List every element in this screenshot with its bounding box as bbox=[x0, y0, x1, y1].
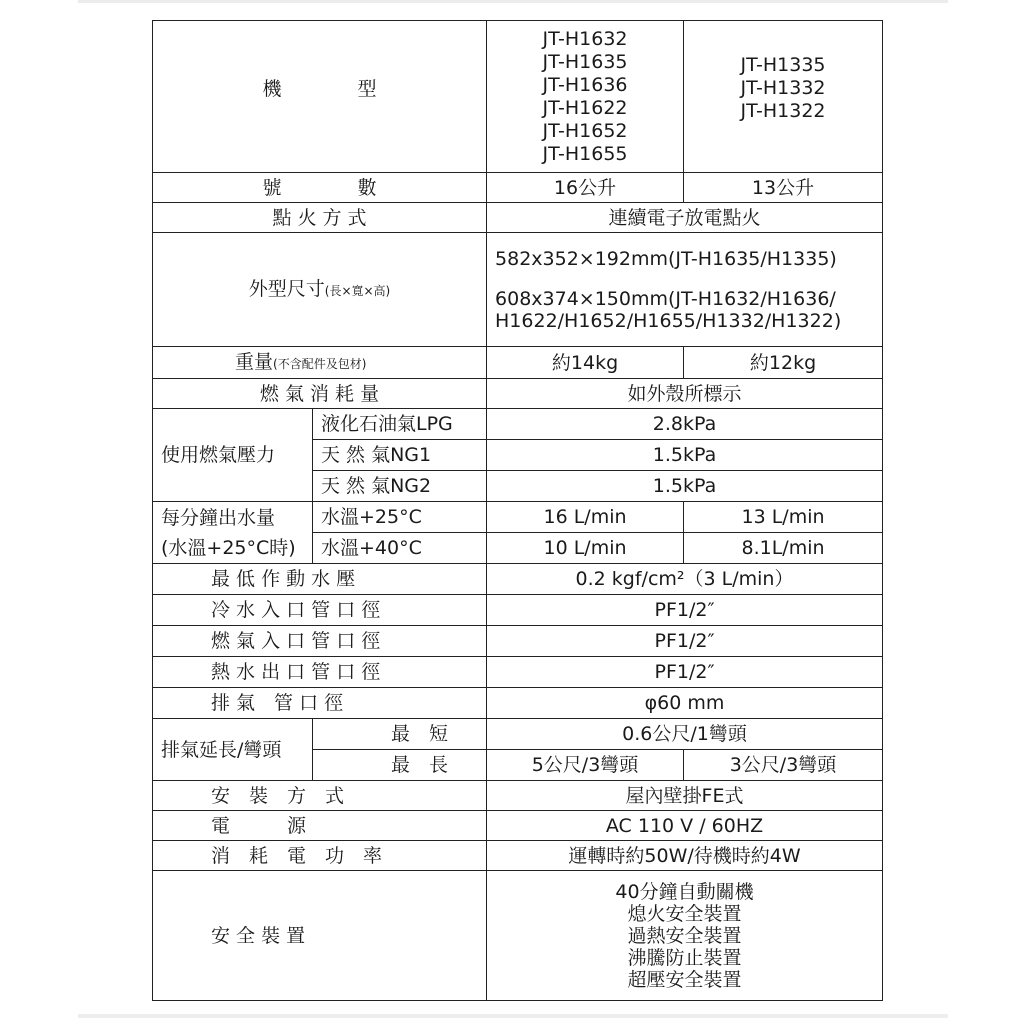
capacity-b: 13公升 bbox=[684, 173, 883, 203]
gas-pressure-lpg: 2.8kPa bbox=[487, 409, 883, 440]
dimensions-line-1: 582x352×192mm(JT-H1635/H1335) bbox=[495, 247, 837, 270]
gas-type-lpg: 液化石油氣LPG bbox=[313, 409, 487, 440]
gas-inlet-value: PF1/2″ bbox=[487, 626, 883, 657]
min-pressure-row bbox=[153, 564, 883, 595]
hot-outlet-row bbox=[153, 657, 883, 688]
ignition-row bbox=[153, 203, 883, 233]
safety-row bbox=[153, 871, 883, 1001]
installation-value: 屋內壁掛FE式 bbox=[487, 781, 883, 811]
weight-row bbox=[153, 347, 883, 379]
water-output-40-b: 8.1L/min bbox=[684, 533, 883, 564]
safety-item-5: 超壓安全裝置 bbox=[627, 968, 742, 991]
top-divider bbox=[78, 0, 948, 3]
hot-outlet-value: PF1/2″ bbox=[487, 657, 883, 688]
safety-item-1: 40分鐘自動關機 bbox=[615, 880, 754, 903]
power-consumption-label: 消 耗 電 功 率 bbox=[153, 841, 487, 871]
model-label: 機 型 bbox=[153, 21, 487, 173]
dimensions-note: (長×寬×高) bbox=[324, 283, 391, 298]
exhaust-ext-label: 排氣延長/彎頭 bbox=[153, 719, 313, 781]
weight-a: 約14kg bbox=[487, 347, 684, 379]
dimensions-row bbox=[153, 233, 883, 347]
cold-inlet-label: 冷 水 入 口 管 口 徑 bbox=[153, 595, 487, 626]
model-b-3: JT-H1322 bbox=[740, 100, 826, 122]
weight-label: 重量(不含配件及包材) bbox=[153, 347, 487, 379]
group-a-models bbox=[487, 21, 684, 173]
cold-inlet-value: PF1/2″ bbox=[487, 595, 883, 626]
power-source-label: 電 源 bbox=[153, 811, 487, 841]
power-source-row bbox=[153, 811, 883, 841]
hot-outlet-label: 熱 水 出 口 管 口 徑 bbox=[153, 657, 487, 688]
model-row bbox=[153, 21, 883, 173]
gas-consumption-value: 如外殼所標示 bbox=[487, 379, 883, 409]
water-cond-25: 水溫+25°C bbox=[313, 502, 487, 533]
exhaust-diameter-value: φ60 mm bbox=[487, 688, 883, 719]
model-a-6: JT-H1655 bbox=[542, 142, 628, 165]
safety-items bbox=[487, 871, 883, 1001]
min-pressure-label: 最 低 作 動 水 壓 bbox=[153, 564, 487, 595]
gas-consumption-label: 燃 氣 消 耗 量 bbox=[153, 379, 487, 409]
model-a-4: JT-H1622 bbox=[542, 96, 628, 119]
power-consumption-row bbox=[153, 841, 883, 871]
weight-b: 約12kg bbox=[684, 347, 883, 379]
gas-type-ng2: 天 然 氣NG2 bbox=[313, 471, 487, 502]
gas-inlet-label: 燃 氣 入 口 管 口 徑 bbox=[153, 626, 487, 657]
model-b-1: JT-H1335 bbox=[740, 54, 826, 76]
model-a-3: JT-H1636 bbox=[542, 73, 628, 96]
dimensions-line-2: 608x374×150mm(JT-H1632/H1636/ bbox=[495, 287, 836, 310]
exhaust-shortest-label: 最 短 bbox=[313, 719, 487, 750]
min-pressure-value: 0.2 kgf/cm²（3 L/min） bbox=[487, 564, 883, 595]
water-cond-40: 水溫+40°C bbox=[313, 533, 487, 564]
installation-label: 安 裝 方 式 bbox=[153, 781, 487, 811]
dimensions-line-3: H1622/H1652/H1655/H1332/H1322) bbox=[495, 309, 842, 332]
exhaust-longest-a: 5公尺/3彎頭 bbox=[487, 750, 684, 781]
model-b-2: JT-H1332 bbox=[740, 77, 826, 99]
ignition-value: 連續電子放電點火 bbox=[487, 203, 883, 233]
model-a-1: JT-H1632 bbox=[542, 27, 628, 50]
dimensions-label: 外型尺寸(長×寬×高) bbox=[153, 233, 487, 347]
group-b-models bbox=[684, 21, 883, 173]
exhaust-diameter-row bbox=[153, 688, 883, 719]
capacity-row bbox=[153, 173, 883, 203]
gas-pressure-label: 使用燃氣壓力 bbox=[153, 409, 313, 502]
model-a-5: JT-H1652 bbox=[542, 119, 628, 142]
gas-consumption-row bbox=[153, 379, 883, 409]
water-output-40-a: 10 L/min bbox=[487, 533, 684, 564]
capacity-label: 號 數 bbox=[153, 173, 487, 203]
spec-table bbox=[152, 20, 883, 1001]
capacity-a: 16公升 bbox=[487, 173, 684, 203]
bottom-divider bbox=[78, 1014, 948, 1018]
safety-label: 安 全 裝 置 bbox=[153, 871, 487, 1001]
safety-item-2: 熄火安全裝置 bbox=[627, 902, 742, 925]
exhaust-shortest-value: 0.6公尺/1彎頭 bbox=[487, 719, 883, 750]
model-a-2: JT-H1635 bbox=[542, 50, 628, 73]
exhaust-longest-b: 3公尺/3彎頭 bbox=[684, 750, 883, 781]
power-consumption-value: 運轉時約50W/待機時約4W bbox=[487, 841, 883, 871]
cold-inlet-row bbox=[153, 595, 883, 626]
weight-note: (不含配件及包材) bbox=[273, 356, 367, 371]
safety-item-3: 過熱安全裝置 bbox=[627, 924, 742, 947]
ignition-label: 點 火 方 式 bbox=[153, 203, 487, 233]
installation-row bbox=[153, 781, 883, 811]
gas-pressure-ng1: 1.5kPa bbox=[487, 440, 883, 471]
water-output-25-a: 16 L/min bbox=[487, 502, 684, 533]
gas-inlet-row bbox=[153, 626, 883, 657]
water-output-25-b: 13 L/min bbox=[684, 502, 883, 533]
exhaust-longest-label: 最 長 bbox=[313, 750, 487, 781]
water-output-row-1 bbox=[153, 502, 883, 533]
safety-item-4: 沸騰防止裝置 bbox=[627, 946, 742, 969]
water-output-label: 每分鐘出水量 (水溫+25°C時) bbox=[153, 502, 313, 564]
dimensions-value bbox=[487, 233, 883, 347]
exhaust-ext-row-1 bbox=[153, 719, 883, 750]
gas-type-ng1: 天 然 氣NG1 bbox=[313, 440, 487, 471]
power-source-value: AC 110 V / 60HZ bbox=[487, 811, 883, 841]
gas-pressure-ng2: 1.5kPa bbox=[487, 471, 883, 502]
exhaust-diameter-label: 排 氣 管 口 徑 bbox=[153, 688, 487, 719]
gas-pressure-row-1 bbox=[153, 409, 883, 440]
